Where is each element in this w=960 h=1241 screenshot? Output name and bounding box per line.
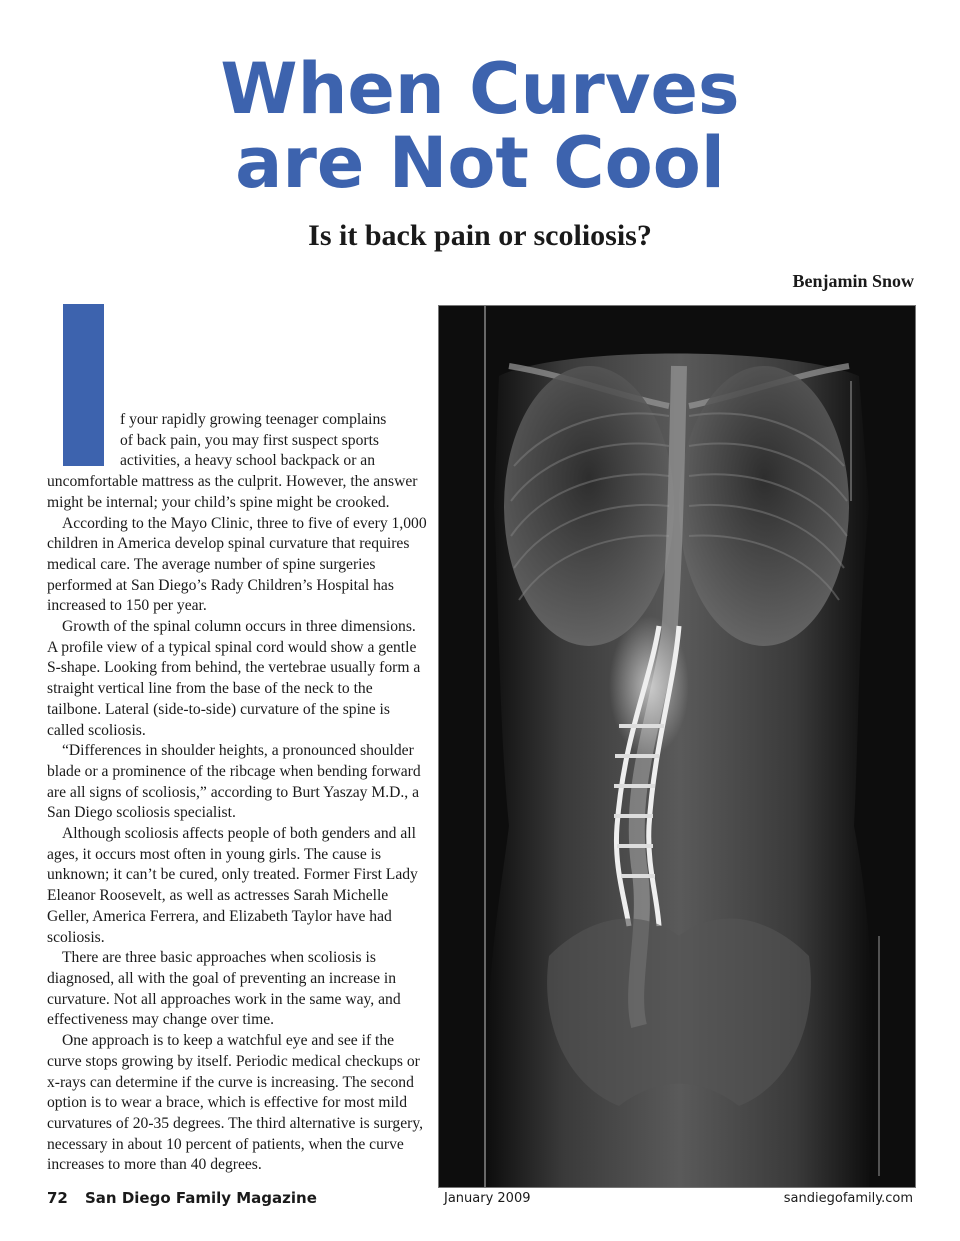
issue-date: January 2009 bbox=[444, 1191, 531, 1206]
para1-line-5: might be internal; your child’s spine might be crooked. bbox=[47, 493, 390, 511]
spine-xray-image bbox=[438, 305, 916, 1188]
article-title bbox=[0, 48, 960, 204]
website-url: sandiegofamily.com bbox=[783, 1191, 913, 1206]
title-line-1: When Curves bbox=[220, 48, 740, 130]
paragraph-1 bbox=[47, 410, 427, 514]
xray-illustration bbox=[439, 306, 915, 1187]
para1-line-2: of back pain, you may first suspect sports bbox=[120, 431, 379, 449]
para1-line-4: uncomfortable mattress as the culprit. However, the answer bbox=[47, 473, 418, 491]
title-line-2: are Not Cool bbox=[235, 122, 725, 204]
para1-line-1: f your rapidly growing teenager complains bbox=[120, 411, 387, 428]
paragraph-6: There are three basic approaches when scoliosis is diagnosed, all with the goal of preventing an increase in curvature. Not all approaches work in the same way, and effectiveness may change over time. bbox=[47, 949, 401, 1029]
paragraph-7: One approach is to keep a watchful eye and see if the curve stops growing by itself. Periodic medical checkups or x-rays can determine if the curve is increasing. The second option is to wear a brace, which is effective for most mild curvatures of 20-35 degrees. The third alternative is surgery, necessary in about 10 percent of patients, when the curve increases to more than 40 degrees. bbox=[47, 1032, 424, 1174]
byline: Benjamin Snow bbox=[792, 271, 914, 291]
article-body bbox=[47, 410, 427, 1176]
article-subtitle: Is it back pain or scoliosis? bbox=[308, 219, 652, 252]
paragraph-5: Although scoliosis affects people of both genders and all ages, it occurs most often in young girls. The cause is unknown; it can’t be cured, only treated. Former First Lady Eleanor Roosevelt, as well as actresses Sarah Michelle Geller, America Ferrera, and Elizabeth Taylor have had scoliosis. bbox=[47, 825, 418, 946]
paragraph-2: According to the Mayo Clinic, three to five of every 1,000 children in America develop spinal curvature that requires medical care. The average number of spine surgeries performed at San Diego’s Rady Children’s Hospital has increased to 150 per year. bbox=[47, 514, 427, 615]
page-footer bbox=[0, 1189, 960, 1213]
para1-line-3: activities, a heavy school backpack or an bbox=[120, 452, 376, 470]
paragraph-4: “Differences in shoulder heights, a pronounced shoulder blade or a prominence of the ribcage when bending forward are all signs of scoliosis,” according to Burt Yaszay M.D., a San Diego scoliosis specialist. bbox=[47, 742, 421, 822]
paragraph-3: Growth of the spinal column occurs in three dimensions. A profile view of a typical spinal cord would show a gentle S-shape. Looking from behind, the vertebrae usually form a straight vertical line from the base of the neck to the tailbone. Lateral (side-to-side) curvature of the spine is called scoliosis. bbox=[47, 618, 421, 739]
magazine-name: San Diego Family Magazine bbox=[85, 1189, 317, 1207]
page-number: 72 bbox=[47, 1189, 68, 1207]
